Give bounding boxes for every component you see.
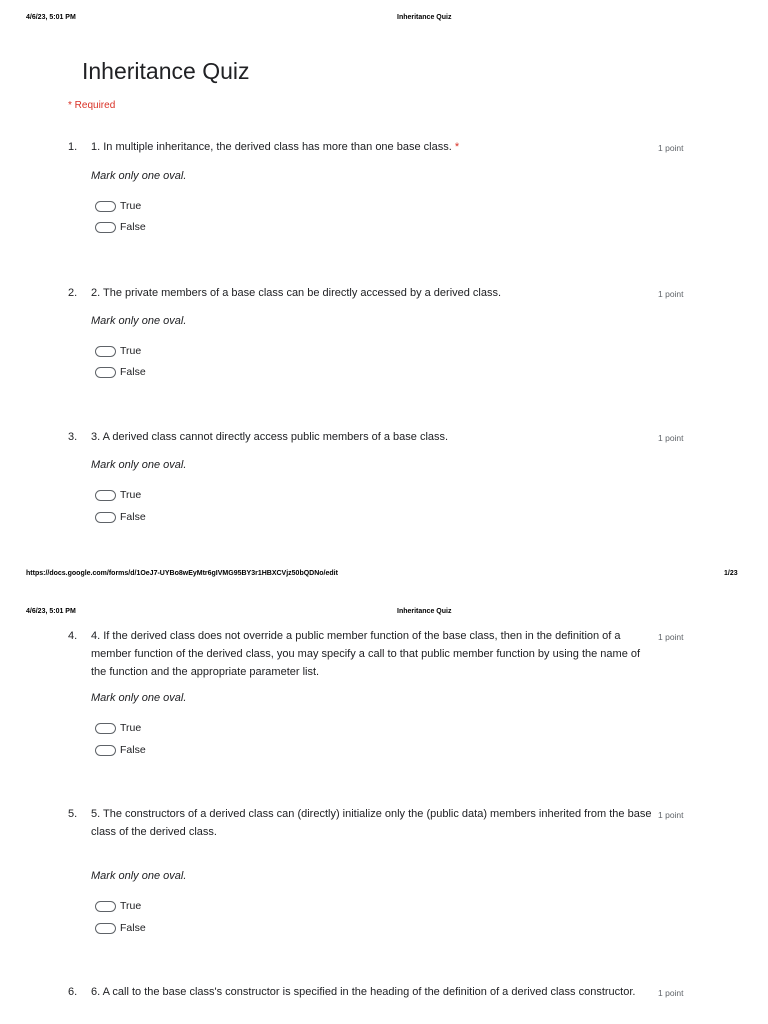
question-6-text: 6. A call to the base class's constructor is specified in the heading of the definition of a derived class constructor. [91,986,636,998]
print-url-footer: https://docs.google.com/forms/d/1OeJ7-UYBo8wEyMtr6gIVMG95BY3r1HBXCVjz50bQDNo/edit [26,570,338,577]
question-3-option-false[interactable] [95,510,146,524]
option-label: False [120,511,146,523]
required-star: * [454,141,460,153]
form-title: Inheritance Quiz [82,58,250,84]
question-1-option-false[interactable] [95,220,146,234]
question-4-option-false[interactable] [95,743,146,757]
question-1-label: 1. In multiple inheritance, the derived class has more than one base class. [91,141,452,153]
radio-oval-icon[interactable] [95,201,116,212]
question-6-number: 6. [68,986,78,998]
question-3-text: 3. A derived class cannot directly access public members of a base class. [91,431,449,443]
option-label: False [120,221,146,233]
question-3-instruction: Mark only one oval. [91,459,187,471]
question-1-text [91,138,653,156]
question-5-option-false[interactable] [95,921,146,935]
option-label: True [120,900,142,912]
radio-oval-icon[interactable] [95,490,116,501]
question-3-option-true[interactable] [95,488,141,502]
required-note: * Required [68,100,116,111]
question-2-text: 2. The private members of a base class can be directly accessed by a derived class. [91,287,502,299]
option-label: False [120,366,146,378]
question-2-number: 2. [68,287,78,299]
radio-oval-icon[interactable] [95,923,116,934]
question-2-option-false[interactable] [95,365,146,379]
question-4-points: 1 point [658,632,684,642]
radio-oval-icon[interactable] [95,367,116,378]
option-label: False [120,744,146,756]
question-5-number: 5. [68,808,78,820]
option-label: False [120,922,146,934]
question-4-text: 4. If the derived class does not override a public member function of the base class, then in the definition of a member function of the derived class, you may specify a call to that public member function by using the name of the function and the appropriate parameter list. [91,630,641,678]
question-1-option-true[interactable] [95,199,141,213]
question-1-instruction: Mark only one oval. [91,170,187,182]
option-label: True [120,722,142,734]
option-label: True [120,489,142,501]
option-label: True [120,200,142,212]
radio-oval-icon[interactable] [95,901,116,912]
question-2-option-true[interactable] [95,344,141,358]
question-5-text: 5. The constructors of a derived class can (directly) initialize only the (public data) members inherited from the base class of the derived class. [91,808,652,838]
radio-oval-icon[interactable] [95,346,116,357]
question-2-points: 1 point [658,289,684,299]
print-title-header: Inheritance Quiz [397,608,452,615]
question-1-points: 1 point [658,143,684,153]
print-date-header: 4/6/23, 5:01 PM [26,14,76,21]
question-5-points: 1 point [658,810,684,820]
print-date-header: 4/6/23, 5:01 PM [26,608,76,615]
option-label: True [120,345,142,357]
question-4-option-true[interactable] [95,721,141,735]
question-4-instruction: Mark only one oval. [91,692,187,704]
question-3-points: 1 point [658,433,684,443]
question-3-number: 3. [68,431,78,443]
radio-oval-icon[interactable] [95,723,116,734]
radio-oval-icon[interactable] [95,222,116,233]
print-page-number: 1/23 [724,570,738,577]
question-4-number: 4. [68,630,78,642]
radio-oval-icon[interactable] [95,512,116,523]
question-5-instruction: Mark only one oval. [91,870,187,882]
question-1-number: 1. [68,141,78,153]
question-6-points: 1 point [658,988,684,998]
radio-oval-icon[interactable] [95,745,116,756]
print-title-header: Inheritance Quiz [397,14,452,21]
question-2-instruction: Mark only one oval. [91,315,187,327]
question-5-option-true[interactable] [95,899,141,913]
